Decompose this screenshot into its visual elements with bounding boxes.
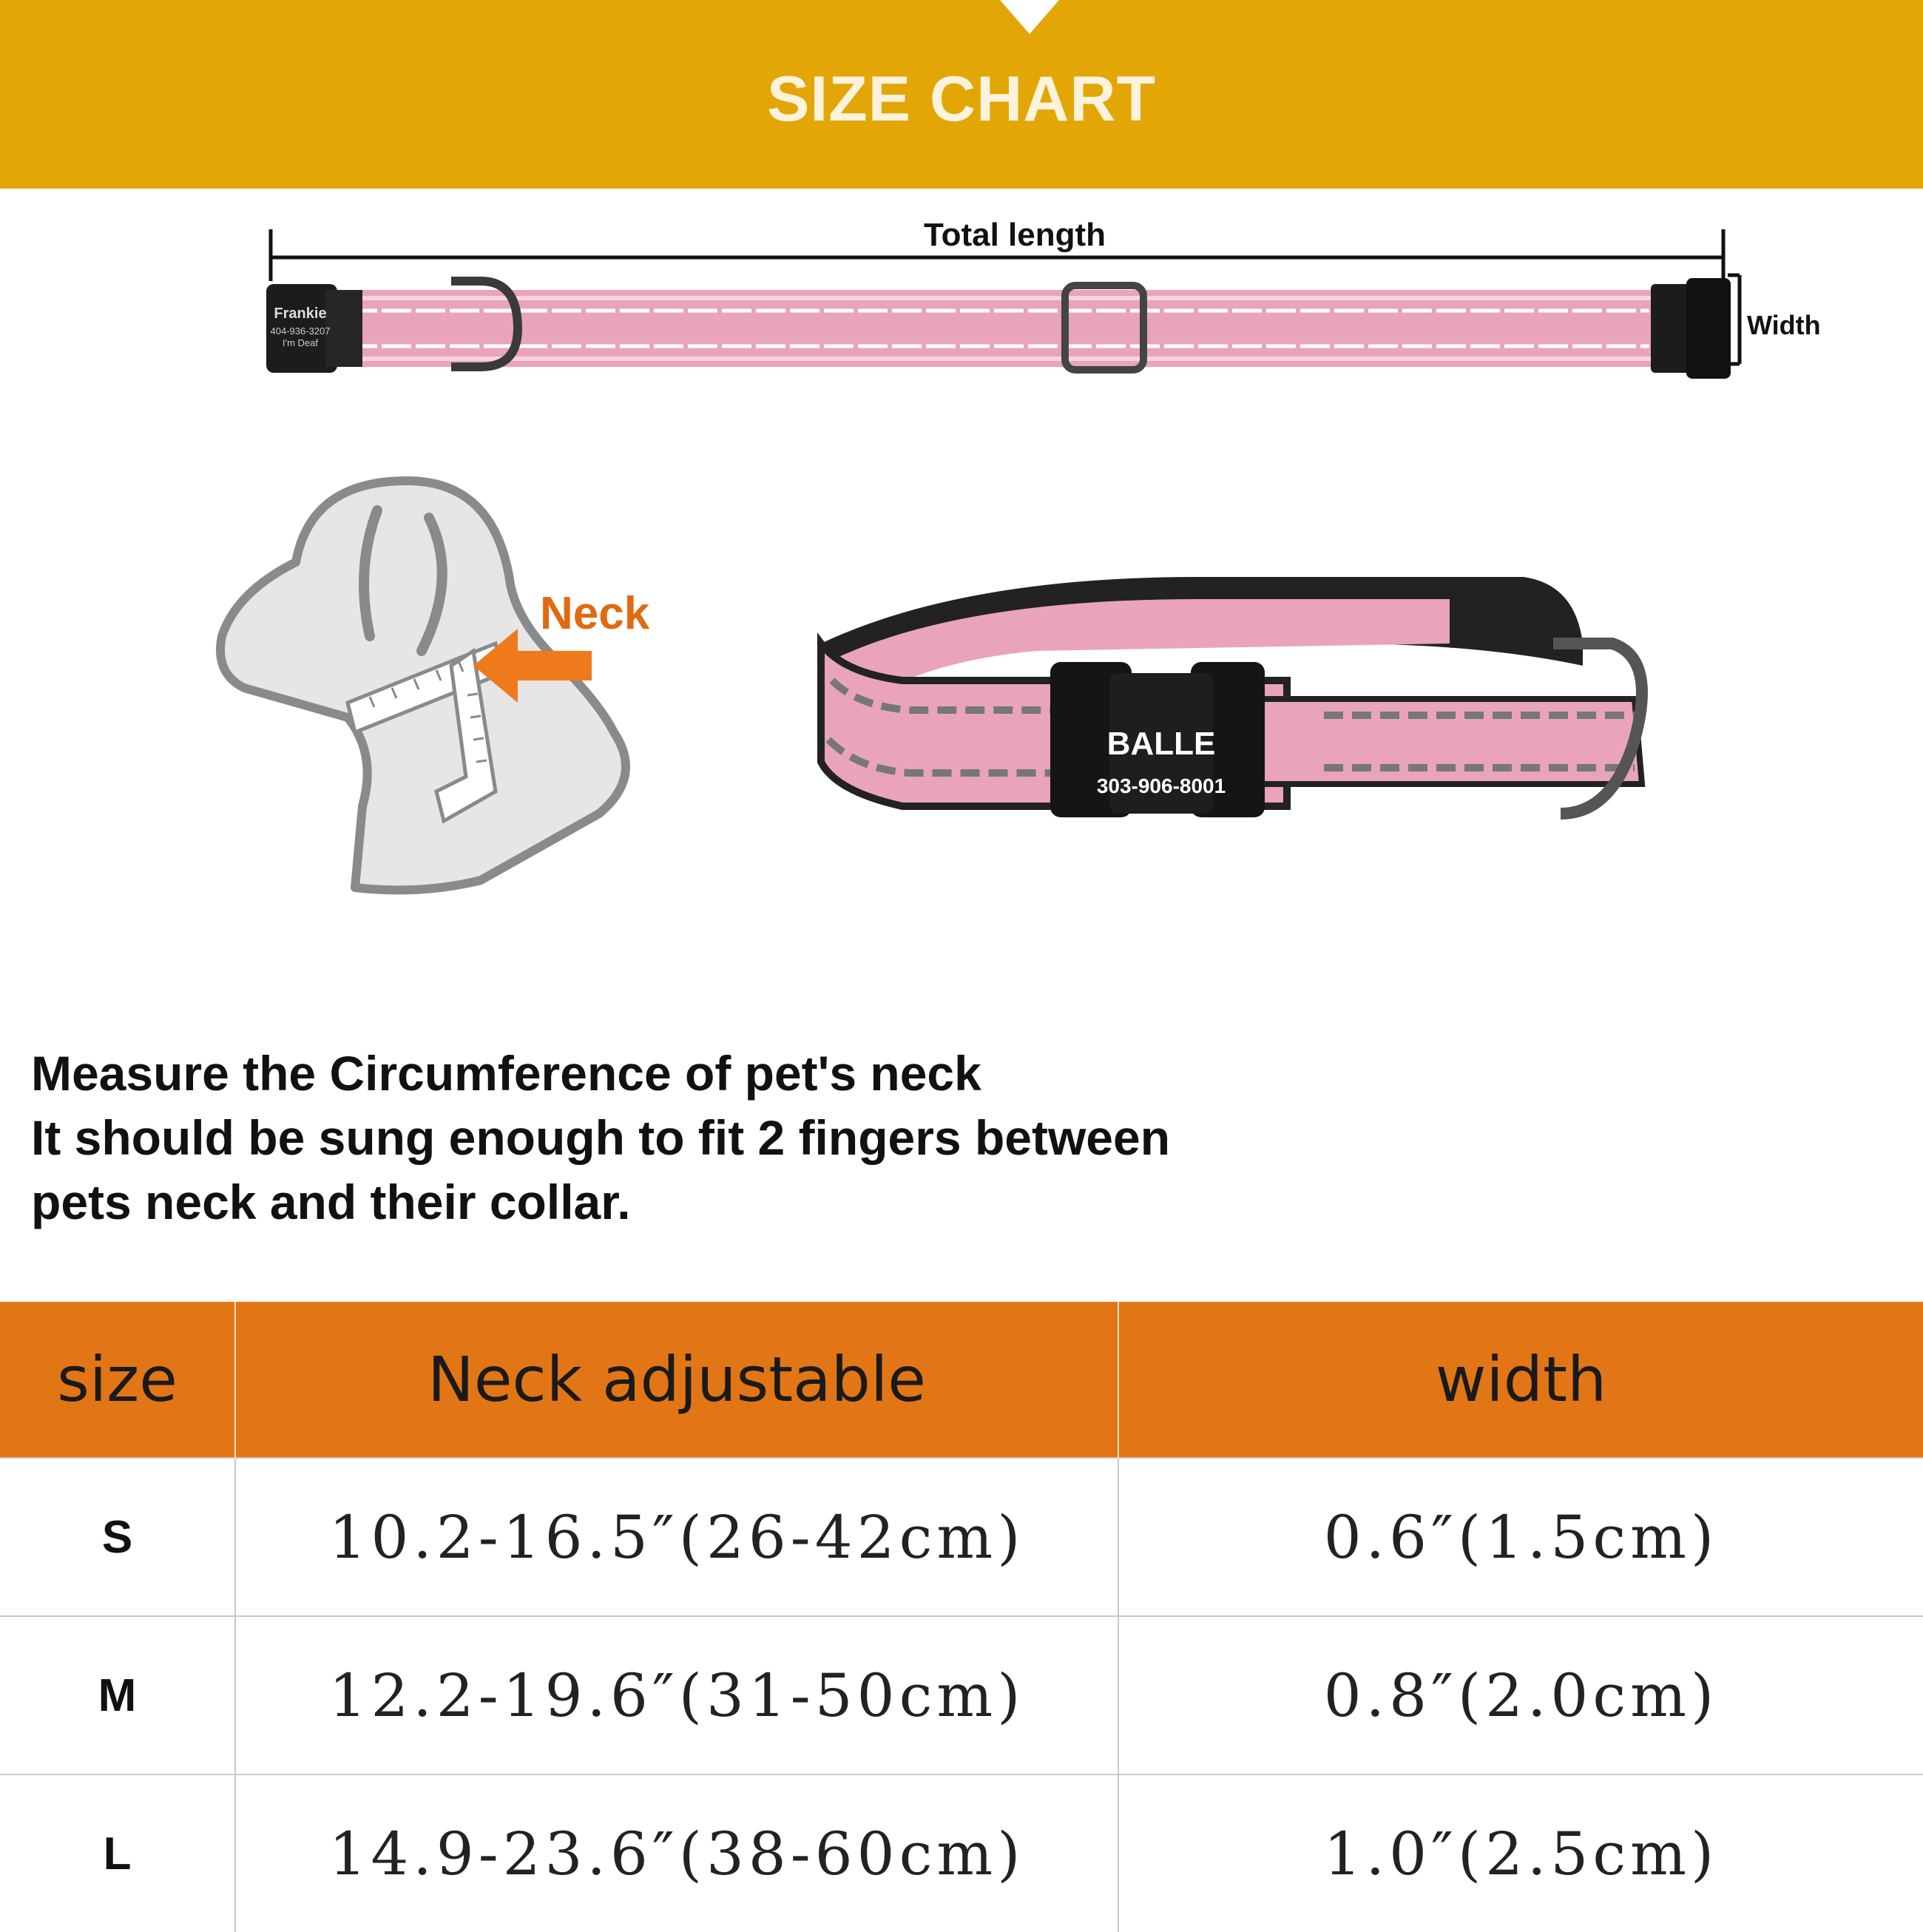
flat-tag-name: Frankie: [274, 305, 327, 322]
width-cell: 0.6″(1.5cm): [1118, 1458, 1923, 1616]
instruction-line-3: pets neck and their collar.: [31, 1175, 631, 1229]
neck-cell: 12.2-19.6″(31-50cm): [235, 1616, 1118, 1774]
neck-cell: 14.9-23.6″(38-60cm): [235, 1774, 1118, 1932]
table-header-row: [0, 1302, 1923, 1458]
width-label: Width: [1747, 310, 1821, 340]
size-cell: M: [0, 1616, 235, 1774]
table-row: [0, 1616, 1923, 1774]
instruction-line-1: Measure the Circumference of pet's neck: [31, 1046, 981, 1101]
instruction-line-2: It should be sung enough to fit 2 fingers between: [31, 1110, 1171, 1165]
table-row: [0, 1458, 1923, 1616]
width-cell: 1.0″(2.5cm): [1118, 1774, 1923, 1932]
total-length-label: Total length: [923, 217, 1106, 253]
product-tag-phone: 303-906-8001: [1096, 774, 1226, 797]
flat-tag-phone: 404-936-3207: [270, 325, 331, 337]
width-cell: 0.8″(2.0cm): [1118, 1616, 1923, 1774]
flat-collar-diagram: [0, 207, 1923, 414]
dog-silhouette-icon: [200, 466, 732, 910]
neck-cell: 10.2-16.5″(26-42cm): [235, 1458, 1118, 1616]
banner-title: SIZE CHART: [767, 64, 1156, 135]
header-size: size: [0, 1302, 235, 1458]
size-cell: S: [0, 1458, 235, 1616]
size-cell: L: [0, 1774, 235, 1932]
neck-label-svg: [540, 577, 703, 644]
size-table: [0, 1302, 1923, 1932]
measuring-instructions: [31, 1041, 1436, 1234]
banner-notch: [1000, 0, 1059, 34]
product-tag-name: BALLE: [1106, 726, 1216, 762]
table-row: [0, 1774, 1923, 1932]
neck-label: Neck: [540, 588, 650, 639]
product-collar-image: [814, 533, 1701, 873]
flat-tag-note: I'm Deaf: [283, 337, 318, 348]
header-width: width: [1118, 1302, 1923, 1458]
header-neck-adjustable: Neck adjustable: [235, 1302, 1118, 1458]
